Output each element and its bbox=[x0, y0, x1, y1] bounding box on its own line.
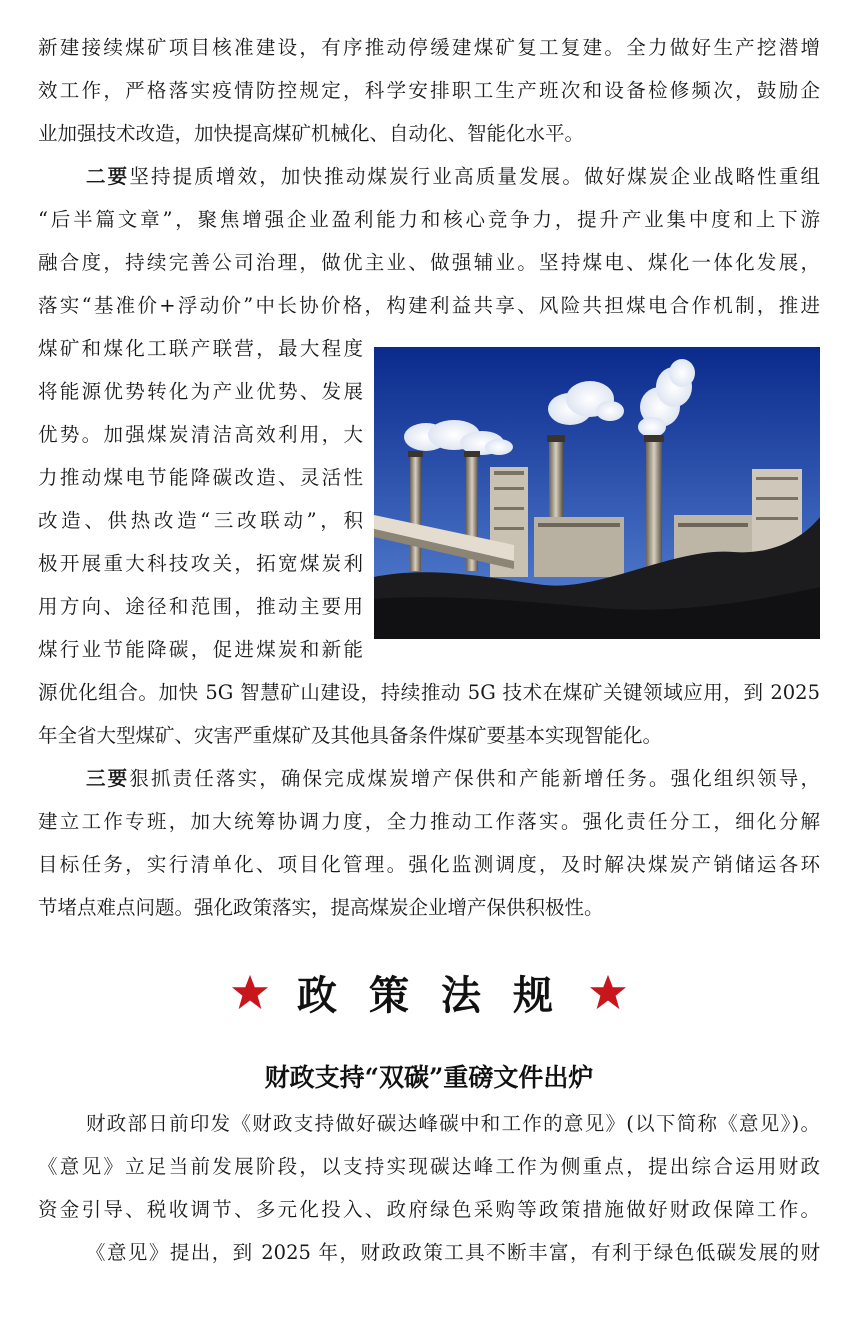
text-line: 《意见》立足当前发展阶段，以支持实现碳达峰工作为侧重点，提出综合运用财政 bbox=[38, 1155, 820, 1178]
lead-phrase: 三要 bbox=[86, 767, 130, 790]
text-line: 极开展重大科技攻关，拓宽煤炭利 bbox=[38, 552, 363, 575]
text-run: 坚持提质增效，加快推动煤炭行业高质量发展。做好煤炭企业战略性重组 bbox=[129, 165, 820, 188]
text-line: 力推动煤电节能降碳改造、灵活性 bbox=[38, 466, 363, 489]
power-plant-photo bbox=[374, 347, 820, 639]
text-line: 资金引导、税收调节、多元化投入、政府绿色采购等政策措施做好财政保障工作。 bbox=[38, 1198, 820, 1221]
text-line: 目标任务，实行清单化、项目化管理。强化监测调度，及时解决煤炭产销储运各环 bbox=[38, 853, 820, 876]
text-line: 落实“基准价+浮动价”中长协价格，构建利益共享、风险共担煤电合作机制，推进 bbox=[38, 294, 820, 317]
text-line: 将能源优势转化为产业优势、发展 bbox=[38, 380, 363, 403]
text-line: 改造、供热改造“三改联动”，积 bbox=[38, 509, 363, 532]
text-line: “后半篇文章”，聚焦增强企业盈利能力和核心竞争力，提升产业集中度和上下游 bbox=[38, 208, 820, 231]
text-line: 融合度，持续完善公司治理，做优主业、做强辅业。坚持煤电、煤化一体化发展， bbox=[38, 251, 820, 274]
text-line: 效工作，严格落实疫情防控规定，科学安排职工生产班次和设备检修频次，鼓励企 bbox=[38, 79, 820, 102]
text-line: 年全省大型煤矿、灾害严重煤矿及其他具备条件煤矿要基本实现智能化。 bbox=[38, 724, 663, 747]
paragraph-first-line bbox=[86, 163, 820, 191]
section-title: 政策法规 bbox=[297, 971, 585, 1019]
text-run: 狠抓责任落实，确保完成煤炭增产保供和产能新增任务。强化组织领导， bbox=[129, 767, 820, 790]
article-title: 财政支持“双碳”重磅文件出炉 bbox=[264, 1063, 594, 1092]
red-star-icon bbox=[231, 973, 269, 1011]
lead-phrase: 二要 bbox=[86, 165, 130, 188]
text-line: 财政部日前印发《财政支持做好碳达峰碳中和工作的意见》(以下简称《意见》)。 bbox=[86, 1112, 820, 1135]
text-line: 源优化组合。加快 5G 智慧矿山建设，持续推动 5G 技术在煤矿关键领域应用，到 2025 bbox=[38, 681, 820, 704]
paragraph-first-line bbox=[86, 765, 820, 793]
text-line: 业加强技术改造，加快提高煤矿机械化、自动化、智能化水平。 bbox=[38, 122, 585, 145]
text-line: 煤行业节能降碳，促进煤炭和新能 bbox=[38, 638, 363, 661]
text-line: 优势。加强煤炭清洁高效利用，大 bbox=[38, 423, 363, 446]
red-star-icon bbox=[589, 973, 627, 1011]
text-line: 新建接续煤矿项目核准建设，有序推动停缓建煤矿复工复建。全力做好生产挖潜增 bbox=[38, 36, 820, 59]
text-line: 《意见》提出，到 2025 年，财政政策工具不断丰富，有利于绿色低碳发展的财 bbox=[86, 1241, 820, 1264]
text-line: 用方向、途径和范围，推动主要用 bbox=[38, 595, 363, 618]
section-heading bbox=[0, 966, 858, 1018]
text-line: 煤矿和煤化工联产联营，最大程度 bbox=[38, 337, 363, 360]
text-line: 节堵点难点问题。强化政策落实，提高煤炭企业增产保供积极性。 bbox=[38, 896, 604, 919]
text-line: 建立工作专班，加大统筹协调力度，全力推动工作落实。强化责任分工，细化分解 bbox=[38, 810, 820, 833]
